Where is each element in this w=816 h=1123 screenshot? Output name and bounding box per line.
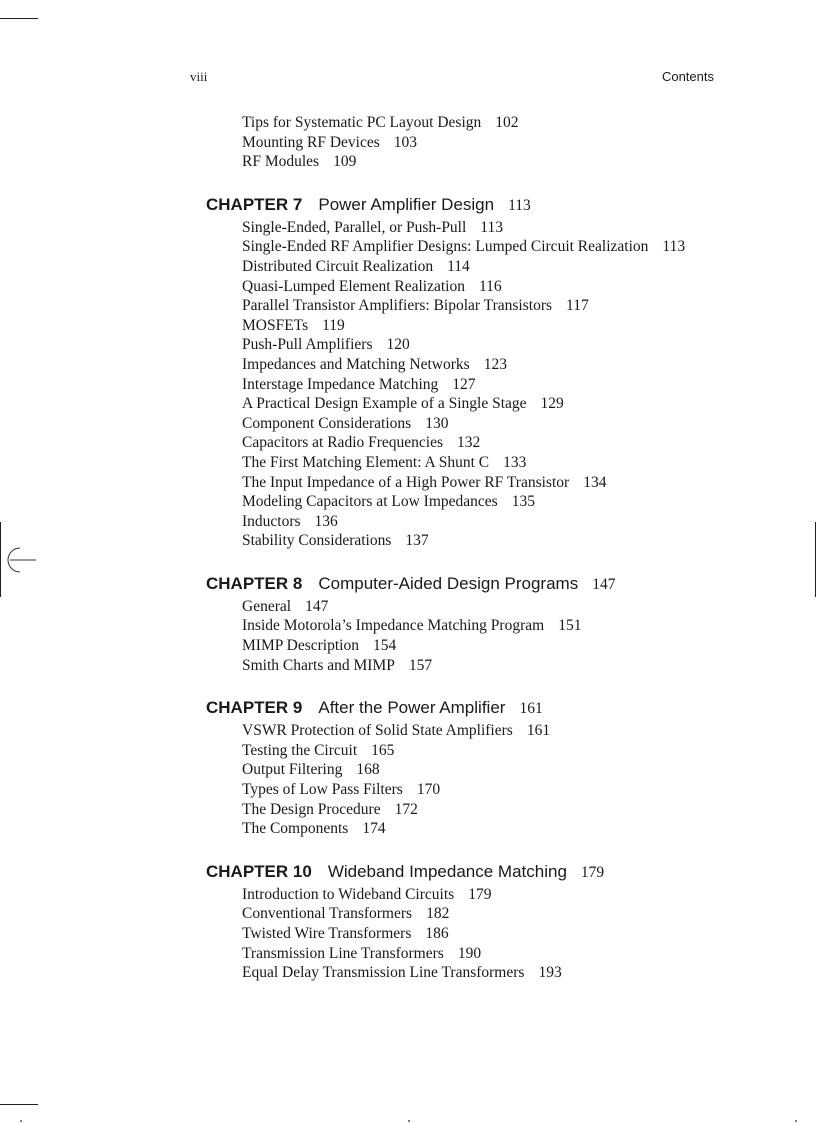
entry-title: The Input Impedance of a High Power RF Transistor [242, 473, 570, 491]
toc-entry [242, 237, 726, 257]
entry-title: Impedances and Matching Networks [242, 355, 470, 373]
entry-page: 137 [405, 532, 429, 550]
entry-title: Types of Low Pass Filters [242, 781, 403, 799]
chapter-heading [206, 570, 726, 597]
chapter-heading [206, 858, 726, 885]
toc-entry [242, 492, 726, 512]
entry-page: 135 [511, 493, 535, 511]
entry-page: 168 [356, 761, 380, 779]
entry-page: 136 [314, 512, 338, 530]
entry-title: The First Matching Element: A Shunt C [242, 453, 490, 471]
entry-page: 114 [447, 257, 470, 275]
entry-title: Twisted Wire Transformers [242, 925, 412, 942]
entry-page: 120 [386, 336, 410, 354]
entry-title: Output Filtering [242, 761, 343, 779]
registration-mark [0, 543, 40, 577]
entry-title: Equal Delay Transmission Line Transformers [242, 964, 525, 982]
toc-entry [242, 531, 726, 551]
entry-title: RF Modules [242, 153, 320, 171]
entry-title: The Design Procedure [242, 800, 381, 818]
toc-entry [242, 453, 726, 473]
toc-entry [242, 819, 726, 839]
entry-title: Conventional Transformers [242, 905, 413, 923]
entry-title: Inside Motorola’s Impedance Matching Program [242, 617, 545, 635]
entry-title: Inductors [242, 512, 301, 530]
entry-title: A Practical Design Example of a Single Stage [242, 395, 527, 413]
chapter-heading [206, 694, 726, 721]
entry-page: 123 [483, 355, 507, 373]
entry-title: MOSFETs [242, 316, 309, 334]
entry-title: Push-Pull Amplifiers [242, 336, 373, 354]
toc-entry [242, 473, 726, 493]
chapter-entries [206, 218, 726, 551]
toc-entry [242, 414, 726, 434]
toc-entry [242, 296, 726, 316]
toc-entry [242, 152, 726, 172]
entry-title: Distributed Circuit Realization [242, 257, 434, 275]
toc-entry [242, 257, 726, 277]
entry-page: 186 [425, 925, 449, 942]
chapter-entries [206, 885, 726, 983]
entry-title: MIMP Description [242, 637, 359, 655]
entry-page: 170 [416, 781, 441, 799]
entry-page: 174 [362, 820, 386, 838]
chapter-title: Wideband Impedance Matching [327, 861, 567, 881]
chapter-page: 113 [508, 196, 531, 214]
toc-entry [242, 277, 726, 297]
section-name: Contents [661, 69, 714, 84]
running-head [190, 69, 714, 85]
entry-title: Transmission Line Transformers [242, 944, 444, 962]
chapter-label: CHAPTER 7 [206, 194, 303, 214]
entry-title: Capacitors at Radio Frequencies [242, 434, 444, 452]
entry-page: 119 [322, 316, 345, 334]
chapter-label: CHAPTER 10 [206, 861, 312, 881]
entry-page: 133 [503, 453, 527, 471]
entry-page: 117 [566, 297, 589, 315]
toc-entry [242, 656, 726, 676]
entry-page: 132 [457, 434, 481, 452]
entry-page: 161 [526, 722, 551, 740]
toc-entry [242, 113, 726, 133]
toc-entry [242, 904, 726, 924]
toc-entry [242, 316, 726, 336]
toc-entry [242, 636, 726, 656]
crop-mark-bottom-left [0, 1104, 38, 1105]
toc-entry [242, 944, 726, 964]
entry-page: 109 [333, 153, 357, 171]
entry-title: Mounting RF Devices [242, 133, 380, 151]
chapter-title: Computer-Aided Design Programs [318, 573, 579, 593]
entry-page: 179 [468, 885, 492, 903]
toc-entry [242, 721, 726, 741]
entry-title: Quasi-Lumped Element Realization [242, 277, 465, 295]
trim-dot [795, 1120, 797, 1122]
trim-dot [20, 1120, 22, 1122]
entry-title: Single-Ended, Parallel, or Push-Pull [242, 218, 467, 236]
entry-title: Interstage Impedance Matching [242, 375, 439, 393]
entry-title: General [242, 597, 292, 615]
toc-entry [242, 355, 726, 375]
entry-page: 113 [662, 238, 686, 256]
entry-page: 103 [393, 133, 418, 151]
entry-page: 127 [452, 375, 476, 393]
entry-page: 172 [394, 800, 418, 818]
entry-title: VSWR Protection of Solid State Amplifiers [242, 722, 513, 740]
entry-page: 113 [480, 218, 503, 236]
chapter-heading [206, 191, 726, 218]
toc-entry [242, 433, 726, 453]
toc-entry [242, 924, 726, 944]
entry-page: 102 [495, 114, 519, 131]
entry-page: 151 [558, 617, 582, 635]
entry-page: 147 [305, 597, 329, 615]
toc-entry [242, 218, 726, 238]
entry-page: 157 [408, 656, 433, 674]
entry-title: Modeling Capacitors at Low Impedances [242, 493, 498, 511]
toc-entry [242, 963, 726, 983]
entry-title: Smith Charts and MIMP [242, 656, 395, 674]
toc-entry [242, 394, 726, 414]
toc-entry [242, 512, 726, 532]
chapter-title: After the Power Amplifier [318, 698, 506, 718]
chapter-entries [206, 597, 726, 675]
page-number: viii [190, 69, 208, 84]
entry-title: Stability Considerations [242, 532, 392, 550]
chapter-title: Power Amplifier Design [318, 194, 495, 214]
entry-page: 190 [457, 944, 482, 962]
toc-entry [242, 741, 726, 761]
toc-entry [242, 760, 726, 780]
entry-title: The Components [242, 820, 349, 838]
chapter-page: 147 [592, 575, 616, 593]
toc-entry [242, 597, 726, 617]
entry-title: Tips for Systematic PC Layout Design [242, 114, 482, 131]
entry-page: 116 [478, 277, 502, 295]
toc-entry [242, 335, 726, 355]
chapter-page: 179 [580, 863, 605, 881]
entry-page: 193 [538, 964, 562, 982]
toc-entry [242, 616, 726, 636]
toc-entry [242, 885, 726, 905]
toc-entry [242, 780, 726, 800]
entry-page: 134 [583, 473, 607, 491]
trim-dot [408, 1120, 410, 1122]
toc-entry [242, 133, 726, 153]
chapter-label: CHAPTER 8 [206, 573, 303, 593]
toc-entry [242, 800, 726, 820]
entry-title: Single-Ended RF Amplifier Designs: Lumped Circuit Realization [242, 238, 649, 256]
entry-page: 129 [540, 395, 564, 413]
entry-title: Component Considerations [242, 414, 412, 432]
entry-page: 130 [425, 414, 449, 432]
entry-page: 182 [426, 905, 450, 923]
toc-entry [242, 375, 726, 395]
continued-entries [206, 113, 726, 172]
table-of-contents [206, 113, 726, 983]
entry-title: Testing the Circuit [242, 741, 358, 759]
crop-mark-top-left [0, 18, 38, 19]
entry-page: 165 [371, 741, 395, 759]
entry-title: Parallel Transistor Amplifiers: Bipolar Transistors [242, 297, 553, 315]
entry-title: Introduction to Wideband Circuits [242, 885, 455, 903]
chapter-page: 161 [519, 700, 543, 718]
entry-page: 154 [372, 637, 397, 655]
chapter-entries [206, 721, 726, 839]
chapter-label: CHAPTER 9 [206, 698, 303, 718]
